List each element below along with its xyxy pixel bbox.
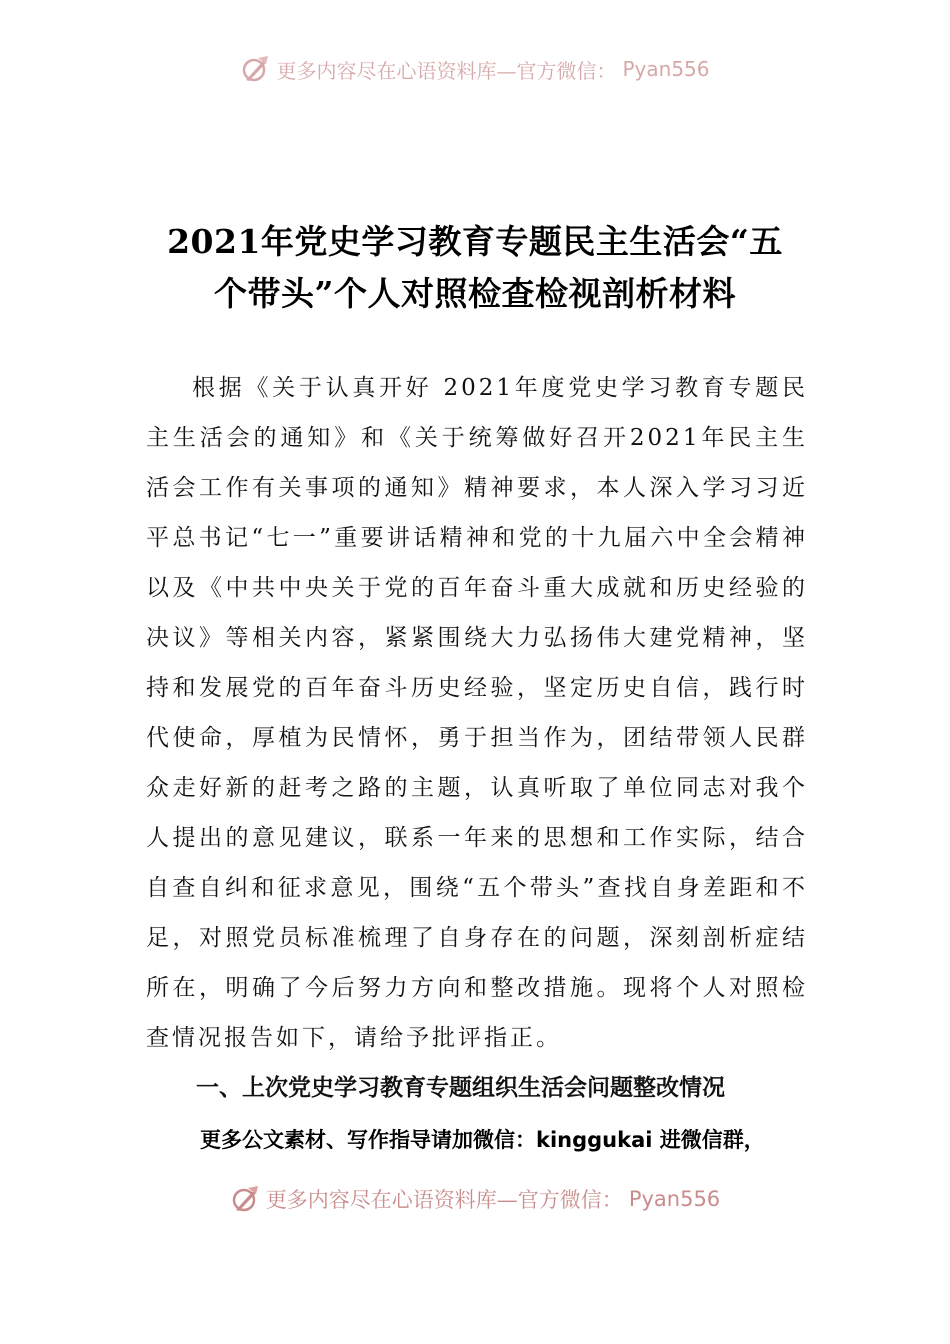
quill-logo-icon: [240, 54, 270, 84]
header-watermark: [0, 54, 950, 84]
title-line-1: 2021年党史学习教育专题民主生活会“五: [167, 222, 783, 261]
watermark-text: 更多内容尽在心语资料库—官方微信：: [265, 1188, 623, 1212]
watermark-handle: Pyan556: [622, 57, 710, 81]
title-line-2: 个带头”个人对照检查检视剖析材料: [214, 274, 736, 313]
watermark-text: 更多内容尽在心语资料库—官方微信：: [276, 58, 617, 83]
document-title: [140, 216, 810, 320]
section-heading-1: 一、上次党史学习教育专题组织生活会问题整改情况: [196, 1075, 725, 1101]
promo-line: 更多公文素材、写作指导请加微信：kinggukai 进微信群，: [200, 1128, 765, 1152]
footer-watermark: [0, 1184, 950, 1214]
quill-logo-icon: [230, 1184, 260, 1214]
watermark-handle: Pyan556: [628, 1187, 721, 1211]
intro-paragraph: 根据《关于认真开好 2021年度党史学习教育专题民主生活会的通知》和《关于统筹做好召开2021年民主生活会工作有关事项的通知》精神要求，本人深入学习习近平总书记“七一”重要讲话精神和党的十九届六中全会精神以及《中共中央关于党的百年奋斗重大成就和历史经验的决议》等相关内容，紧紧围绕大力弘扬伟大建党精神，坚持和发展党的百年奋斗历史经验，坚定历史自信，践行时代使命，厚植为民情怀，勇于担当作为，团结带领人民群众走好新的赶考之路的主题，认真听取了单位同志对我个人提出的意见建议，联系一年来的思想和工作实际，结合自查自纠和征求意见，围绕“五个带头”查找自身差距和不足，对照党员标准梳理了自身存在的问题，深刻剖析症结所在，明确了今后努力方向和整改措施。现将个人对照检查情况报告如下，请给予批评指正。: [146, 375, 808, 1051]
